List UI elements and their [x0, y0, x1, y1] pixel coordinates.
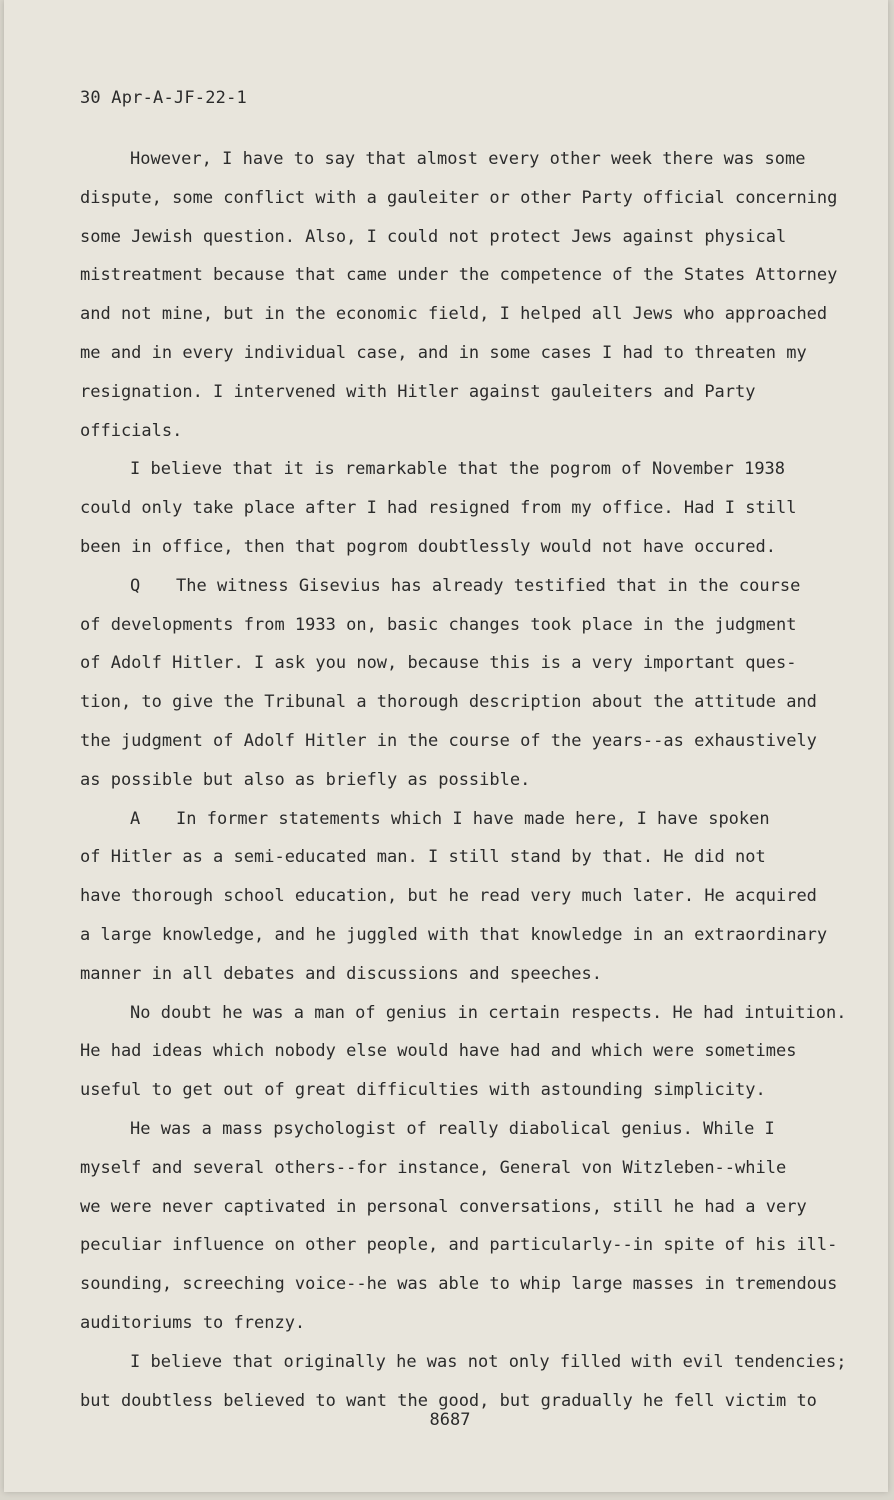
text-line: but doubtless believed to want the good, but gradually he fell victim to: [80, 1390, 817, 1411]
text-line: In former statements which I have made here, I have spoken: [176, 808, 770, 829]
text-line: of developments from 1933 on, basic changes took place in the judgment: [80, 614, 797, 635]
transcript-body: [80, 140, 847, 1420]
answer-line: [80, 800, 840, 839]
text-line: of Hitler as a semi-educated man. I still stand by that. He did not: [80, 847, 766, 868]
text-line: The witness Gisevius has already testified that in the course: [176, 575, 801, 596]
answer-label: A: [130, 808, 141, 829]
text-line: useful to get out of great difficulties with astounding simplicity.: [80, 1080, 766, 1101]
question-line: [80, 567, 840, 606]
text-line: officials.: [80, 420, 183, 441]
text-line: auditoriums to frenzy.: [80, 1312, 306, 1333]
text-line: some Jewish question. Also, I could not protect Jews against physical: [80, 226, 787, 247]
text-line: of Adolf Hitler. I ask you now, because this is a very important ques-: [80, 653, 797, 674]
text-line: I believe that it is remarkable that the pogrom of November 1938: [130, 459, 786, 480]
text-line: could only take place after I had resigned from my office. Had I still: [80, 498, 797, 519]
document-page: [4, 0, 888, 1492]
text-line: have thorough school education, but he read very much later. He acquired: [80, 886, 817, 907]
text-line: I believe that originally he was not only filled with evil tendencies;: [130, 1351, 847, 1372]
question-label: Q: [130, 575, 141, 596]
text-line: resignation. I intervened with Hitler against gauleiters and Party: [80, 381, 756, 402]
text-line: manner in all debates and discussions and speeches.: [80, 963, 602, 984]
text-line: However, I have to say that almost every other week there was some: [130, 149, 806, 169]
document-reference: 30 Apr-A-JF-22-1: [80, 88, 247, 108]
page-number: 8687: [429, 1410, 471, 1430]
text-line: and not mine, but in the economic field, I helped all Jews who approached: [80, 304, 828, 325]
text-line: He had ideas which nobody else would have had and which were sometimes: [80, 1041, 797, 1062]
text-line: mistreatment because that came under the competence of the States Attorney: [80, 265, 838, 286]
text-line: sounding, screeching voice--he was able to whip large masses in tremendous: [80, 1274, 838, 1295]
text-line: me and in every individual case, and in some cases I had to threaten my: [80, 342, 807, 363]
text-line: as possible but also as briefly as possible.: [80, 769, 531, 790]
text-line: a large knowledge, and he juggled with that knowledge in an extraordinary: [80, 924, 828, 945]
text-line: tion, to give the Tribunal a thorough description about the attitude and: [80, 692, 817, 713]
text-line: He was a mass psychologist of really diabolical genius. While I: [130, 1118, 775, 1139]
text-line: No doubt he was a man of genius in certain respects. He had intuition.: [130, 1002, 847, 1023]
text-line: been in office, then that pogrom doubtlessly would not have occured.: [80, 536, 776, 557]
text-line: dispute, some conflict with a gauleiter or other Party official concerning: [80, 187, 838, 208]
text-line: we were never captivated in personal conversations, still he had a very: [80, 1196, 807, 1217]
text-line: the judgment of Adolf Hitler in the course of the years--as exhaustively: [80, 730, 817, 751]
text-line: myself and several others--for instance, General von Witzleben--while: [80, 1157, 787, 1178]
text-line: peculiar influence on other people, and particularly--in spite of his ill-: [80, 1235, 838, 1256]
